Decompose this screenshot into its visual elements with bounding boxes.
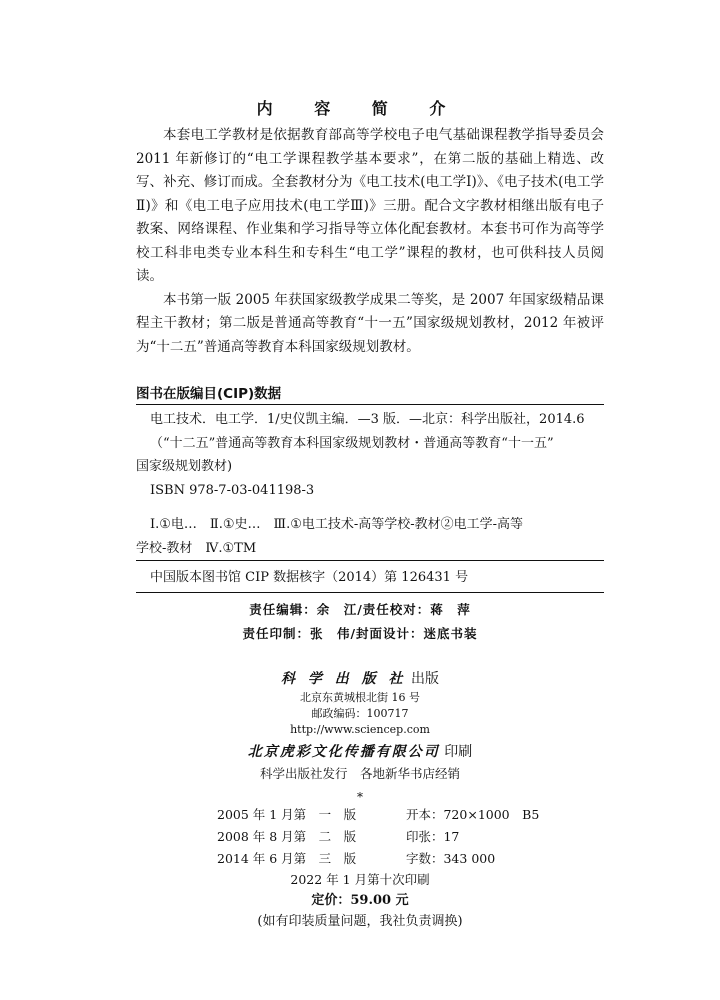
edition-spec: 印张：17 bbox=[405, 829, 460, 844]
edition-table bbox=[217, 804, 539, 870]
cip-data bbox=[136, 408, 604, 560]
publisher-suffix: 出版 bbox=[410, 671, 439, 687]
summary-paragraph: 本书第一版 2005 年获国家级教学成果二等奖，是 2007 年国家级精品课程主干教材；第二版是普通高等教育“十一五”国家级规划教材，2012 年被评为“十二五”普通高等教育本科国家级规划教材。 bbox=[136, 291, 604, 355]
edition-date: 2005 年 1 月第 一 版 bbox=[217, 807, 357, 822]
cip-line: 国家级规划教材) bbox=[136, 459, 233, 474]
editors-line: 责任印制：张 伟/封面设计：迷底书装 bbox=[242, 626, 478, 641]
summary-paragraph: 本套电工学教材是依据教育部高等学校电子电气基础课程教学指导委员会 2011 年新修订的“电工学课程教学基本要求”，在第二版的基础上精选、改写、补充、修订而成。全套教材分为《电工技术(电工学Ⅰ)》、《电子技术(电工学Ⅱ)》和《电工电子应用技术(电工学Ⅲ)》三册。配合文字教材相继出版有电子教案、网络课程、作业集和学习指导等立体化配套教材。本套书可作为高等学校工科非电类专业本科生和专科生“电工学”课程的教材，也可供科技人员阅读。 bbox=[136, 127, 604, 284]
cip-classification: 学校-教材 Ⅳ.①TM bbox=[136, 540, 257, 556]
publisher-name bbox=[0, 668, 720, 690]
cip-line: 电工技术．电工学．1/史仪凯主编．—3 版．—北京：科学出版社，2014.6 bbox=[150, 412, 585, 427]
edition-row bbox=[217, 848, 539, 870]
cip-heading: 图书在版编目(CIP)数据 bbox=[136, 386, 282, 402]
cip-isbn: ISBN 978-7-03-041198-3 bbox=[150, 482, 315, 498]
divider bbox=[136, 560, 604, 561]
distribution-line: 科学出版社发行 各地新华书店经销 bbox=[259, 766, 460, 781]
cip-line: （“十二五”普通高等教育本科国家级规划教材・普通高等教育“十一五” bbox=[150, 435, 554, 451]
edition-date: 2008 年 8 月第 二 版 bbox=[217, 829, 357, 844]
publisher-postcode: 邮政编码：100717 bbox=[311, 707, 409, 720]
divider bbox=[136, 404, 604, 405]
price: 定价：59.00 元 bbox=[311, 893, 409, 908]
editors-block bbox=[0, 598, 720, 646]
divider bbox=[136, 592, 604, 593]
cip-number: 中国版本图书馆 CIP 数据核字（2014）第 126431 号 bbox=[150, 570, 469, 585]
edition-spec: 开本：720×1000 B5 bbox=[405, 807, 540, 822]
publisher-block bbox=[0, 668, 720, 806]
editors-line: 责任编辑：余 江/责任校对：蒋 萍 bbox=[249, 602, 471, 617]
printer-brand: 北京虎彩文化传播有限公司 bbox=[247, 744, 440, 760]
printer-name bbox=[0, 740, 720, 764]
reprint-line: 2022 年 1 月第十次印刷 bbox=[290, 872, 430, 887]
cip-classification: Ⅰ.①电… Ⅱ.①史… Ⅲ.①电工技术-高等学校-教材②电工学-高等 bbox=[150, 517, 524, 532]
separator-star: * bbox=[357, 790, 363, 804]
quality-notice: (如有印装质量问题，我社负责调换) bbox=[257, 914, 463, 929]
summary-section bbox=[136, 124, 604, 359]
edition-row bbox=[217, 826, 539, 848]
spacer bbox=[136, 502, 604, 513]
edition-spec: 字数：343 000 bbox=[405, 851, 496, 866]
edition-row bbox=[217, 804, 539, 826]
publisher-address: 北京东黄城根北街 16 号 bbox=[300, 691, 420, 704]
page-title: 内 容 简 介 bbox=[256, 99, 464, 118]
publisher-url: http://www.sciencep.com bbox=[290, 723, 430, 736]
printer-suffix: 印刷 bbox=[444, 744, 473, 760]
publisher-logo-text: 科 学 出 版 社 bbox=[281, 671, 407, 687]
edition-date: 2014 年 6 月第 三 版 bbox=[217, 851, 357, 866]
